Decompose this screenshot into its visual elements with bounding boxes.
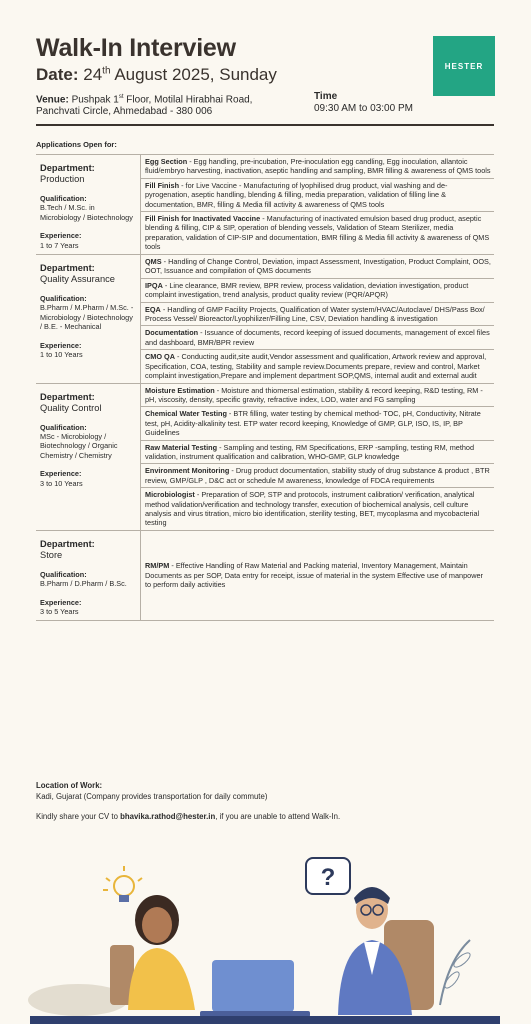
- department-name: Quality Control: [40, 402, 102, 413]
- role-title: Fill Finish for Inactivated Vaccine: [145, 214, 261, 224]
- role-section: [141, 212, 494, 254]
- venue-line1-b: Floor, Motilal Hirabhai Road,: [126, 94, 253, 106]
- role-title: QMS: [145, 257, 162, 267]
- header-divider: [36, 124, 494, 126]
- role-description: - Effective Handling of Raw Material and Packing material, Inventory Management, Maintain Documents as per SOP, Data entry for receipt, issue of material in the system Effective use of manpower to perform daily activities: [145, 561, 483, 590]
- venue-line1-a: Pushpak 1: [71, 94, 119, 106]
- venue-line2: Panchvati Circle, Ahmedabad - 380 006: [36, 106, 213, 118]
- department-info: [36, 255, 140, 382]
- role-section: [141, 326, 494, 350]
- role-description: - Manufacturing of inactivated emulsion based drug product, aseptic blending & filling, CIP & SIP, operation of blending vessels, Validation of Steam Sterilizer, media preparation, validation of CIP-SIP and documentation, BMR filling & Media fill activity & awareness of QMS tools: [145, 214, 490, 252]
- department-name: Quality Assurance: [40, 274, 115, 285]
- role-list: [140, 155, 494, 254]
- role-section: [141, 488, 494, 530]
- department-row: [36, 531, 494, 622]
- role-title: Egg Section: [145, 157, 188, 166]
- role-section: [141, 155, 494, 179]
- department-label: Department:: [40, 263, 95, 274]
- experience-label: Experience:: [40, 340, 82, 350]
- role-description: - Egg handling, pre-incubation, Pre-inoculation egg candling, Egg inoculation, allantoic fluid/embryo harvesting, inactivation, aseptic handling and sampling, BMR filling & awareness of QMS tools: [145, 157, 491, 176]
- role-list: [140, 531, 494, 621]
- qualification-label: Qualification:: [40, 422, 87, 432]
- date-label: Date:: [36, 65, 79, 84]
- role-title: RM/PM: [145, 561, 170, 571]
- experience-text: 1 to 10 Years: [40, 350, 83, 360]
- location-text: Kadi, Gujarat (Company provides transportation for daily commute): [36, 792, 268, 801]
- time-label: Time: [314, 91, 338, 102]
- role-description: - Line clearance, BMR review, BPR review, process validation, deviation investigation, product complaint investigation, trend analysis, product quality review (PQR/APQR): [145, 280, 469, 300]
- time-block: [314, 91, 413, 115]
- department-row: [36, 255, 494, 383]
- role-title: EQA: [145, 304, 161, 314]
- role-section: [141, 350, 494, 382]
- role-title: CMO QA: [145, 352, 175, 362]
- role-title: Fill Finish: [145, 180, 180, 190]
- role-section: [141, 255, 494, 279]
- role-title: Microbiologist: [145, 490, 195, 500]
- department-name: Store: [40, 549, 63, 560]
- role-title: Raw Material Testing: [145, 442, 218, 452]
- role-list: [140, 384, 494, 530]
- role-section: [141, 384, 494, 408]
- qualification-text: B.Pharm / M.Pharm / M.Sc. - Microbiology / Biotechnology / B.E. - Mechanical: [40, 303, 134, 332]
- location-label: Location of Work:: [36, 781, 103, 790]
- role-title: Chemical Water Testing: [145, 409, 227, 419]
- question-bubble-icon: [306, 858, 350, 894]
- lightbulb-icon: [103, 866, 142, 902]
- department-label: Department:: [40, 163, 95, 173]
- qualification-text: B.Tech / M.Sc. in Microbiology / Biotechnology: [40, 203, 133, 222]
- role-title: Environment Monitoring: [145, 466, 230, 476]
- question-mark: ?: [320, 864, 336, 891]
- role-description: - for Live Vaccine - Manufacturing of lyophilised drug product, vial washing and de-pyrogenation, aseptic handling, blending & filling, media preparation, validation of filling line & documentation, BMR, filling & Media fill activity & awareness of QMS tools: [145, 180, 448, 209]
- man-figure: [338, 887, 434, 1015]
- plant-decoration: [440, 940, 472, 1005]
- role-list: [140, 255, 494, 382]
- date-suffix: th: [102, 65, 111, 77]
- role-section: [141, 303, 494, 327]
- role-section: [141, 559, 494, 591]
- experience-label: Experience:: [40, 597, 82, 607]
- qualification-text: B.Pharm / D.Pharm / B.Sc.: [40, 579, 127, 589]
- role-section: [141, 441, 494, 465]
- role-description: - Drug product documentation, stability study of drug substance & product , BTR review, GMP/GLP , D&C act or schedule M awareness, knowledge of FDCA requirements: [145, 466, 490, 485]
- cv-prefix: Kindly share your CV to: [36, 812, 121, 821]
- date-day: 24: [83, 65, 103, 84]
- role-description: - Preparation of SOP, STP and protocols, instrument calibration/ verification, analytical method validation/verification and technology transfer, execution of biochemical analysis, cell culture analysis and virus titration, micro bio identification, sterility testing, BET, mycoplasma and mycobacterial testing: [145, 490, 480, 528]
- department-row: [36, 384, 494, 531]
- department-name: Production: [40, 174, 85, 184]
- experience-label: Experience:: [40, 231, 82, 241]
- interview-illustration: [0, 840, 531, 1024]
- role-section: [141, 179, 494, 212]
- department-info: [36, 384, 140, 530]
- experience-text: 1 to 7 Years: [40, 240, 79, 250]
- date-rest: August 2025, Sunday: [114, 65, 277, 84]
- department-info: [36, 531, 140, 621]
- role-description: - Sampling and testing, RM Specifications, ERP -sampling, testing RM, method validation, instrument qualification and calibration, WHO-GMP, GLP knowledge: [145, 442, 475, 461]
- department-label: Department:: [40, 391, 95, 402]
- venue-line1-sup: st: [118, 94, 124, 100]
- role-section: [141, 407, 494, 440]
- qualification-label: Qualification:: [40, 569, 87, 579]
- experience-text: 3 to 10 Years: [40, 478, 83, 488]
- cv-email-link[interactable]: bhavika.rathod@hester.in: [120, 812, 216, 821]
- experience-text: 3 to 5 Years: [40, 607, 79, 616]
- desk: [30, 1016, 500, 1024]
- experience-label: Experience:: [40, 469, 82, 479]
- qualification-text: MSc - Microbiology / Biotechnology / Organic Chemistry / Chemistry: [40, 431, 118, 460]
- cv-suffix: , if you are unable to attend Walk-In.: [215, 812, 341, 821]
- department-row: [36, 155, 494, 255]
- woman-figure: [110, 895, 195, 1010]
- applications-label: Applications Open for:: [36, 140, 117, 149]
- role-title: Moisture Estimation: [145, 385, 215, 395]
- role-description: - Issuance of documents, record keeping of issued documents, management of excel files and dashboard, BMR/BPR review: [145, 328, 490, 347]
- role-section: [141, 464, 494, 488]
- department-label: Department:: [40, 538, 95, 549]
- interview-date: [36, 65, 277, 85]
- role-description: - Handling of Change Control, Deviation, impact Assessment, Investigation, Product Complaint, OOS, OOT, Issuance and compilation of QMS documents: [145, 257, 491, 276]
- footer: [36, 780, 496, 822]
- laptop-icon: [200, 960, 310, 1017]
- departments-table: [36, 154, 494, 621]
- role-description: - Moisture and thiomersal estimation, stability & record keeping, R&D testing, RM - pH, viscosity, density, specific gravity, refractive index, LOD, water and FG sampling: [145, 385, 483, 404]
- page-title: Walk-In Interview: [36, 34, 236, 62]
- company-logo: HESTER: [433, 36, 495, 96]
- department-info: [36, 155, 140, 254]
- role-title: Documentation: [145, 328, 199, 338]
- cv-instructions: [36, 811, 496, 822]
- time-value: 09:30 AM to 03:00 PM: [314, 103, 413, 114]
- role-description: - Handling of GMP Facility Projects, Qualification of Water system/HVAC/Autoclave/ DHS/Pass Box/ Process Vessel/ Bioreactor/Lyophilizer/Filling Line, CSV, Deviation handling & investigation: [145, 304, 485, 324]
- venue-label: Venue:: [36, 94, 69, 106]
- role-description: - BTR filling, water testing by chemical method- TOC, pH, Conductivity, Nitrate test, pH, Acidity-alkalinity test. ETP water record keeping, Knowledge of GMP, GLP, ISO, IS, IP, BP Guidelines: [145, 409, 481, 438]
- role-section: [141, 279, 494, 303]
- role-description: - Conducting audit,site audit,Vendor assessment and qualification, Artwork review and approval, Specification, COA, testing, Stability and sample review.Documents prepare, review and control, Market complaint investigation,Prepare and implement department SOP,QMS, internal audit and external audit: [145, 352, 487, 381]
- qualification-label: Qualification:: [40, 194, 87, 203]
- role-title: IPQA: [145, 280, 163, 290]
- qualification-label: Qualification:: [40, 294, 87, 304]
- venue-block: [36, 91, 296, 118]
